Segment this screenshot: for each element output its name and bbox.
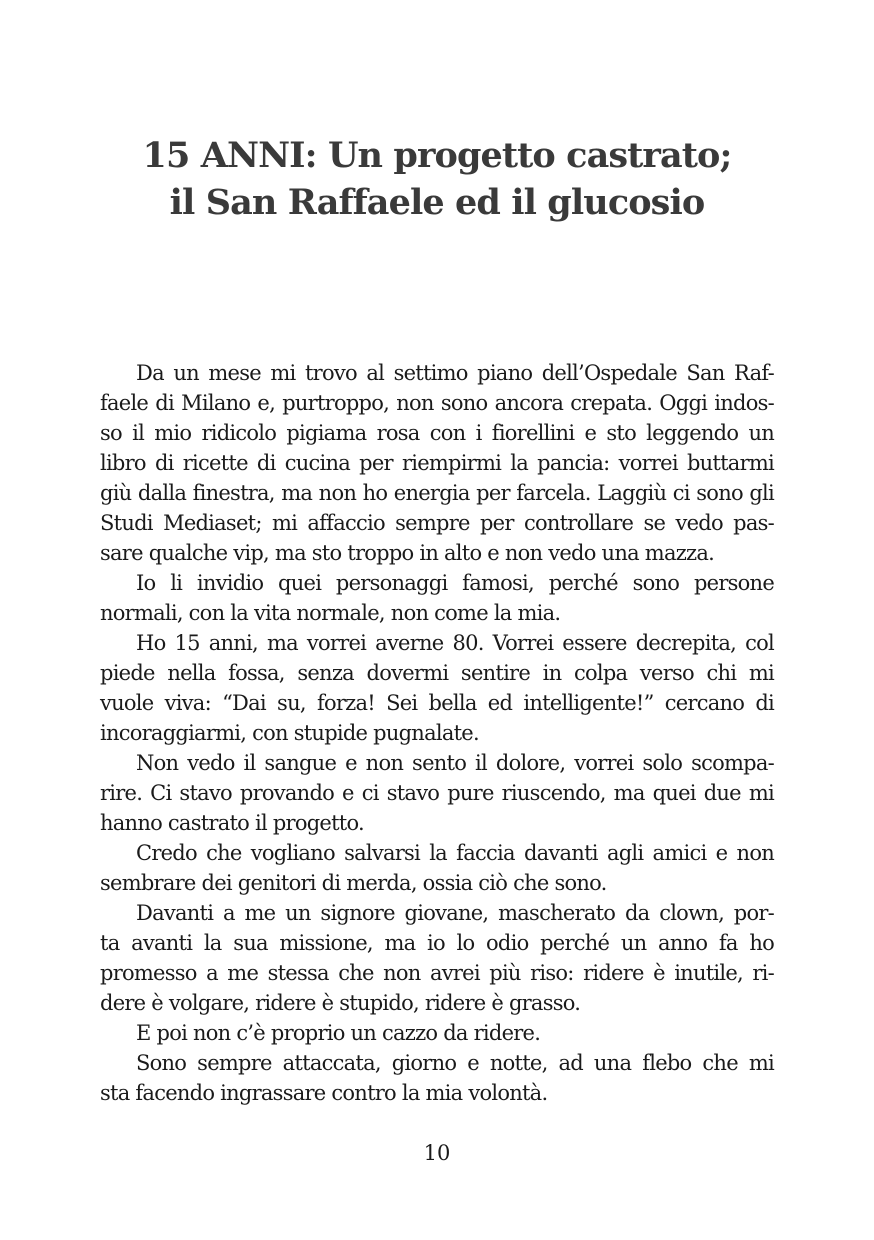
page-number: 10 xyxy=(423,1141,451,1165)
paragraph xyxy=(100,628,774,748)
text-line: Sono sempre attaccata, giorno e notte, ad una flebo che mi xyxy=(136,1051,774,1075)
chapter-title-line-2: il San Raffaele ed il glucosio xyxy=(169,182,705,223)
text-line: ta avanti la sua missione, ma io lo odio perché un anno fa ho xyxy=(100,931,774,955)
paragraph xyxy=(100,1048,774,1108)
text-line: giù dalla finestra, ma non ho energia per farcela. Laggiù ci sono gli xyxy=(100,481,774,505)
text-line: Non vedo il sangue e non sento il dolore, vorrei solo scompa- xyxy=(136,751,774,775)
text-line: Credo che vogliano salvarsi la faccia davanti agli amici e non xyxy=(136,841,774,865)
text-line: Da un mese mi trovo al settimo piano dell’Ospedale San Raf- xyxy=(136,361,774,385)
text-line: sare qualche vip, ma sto troppo in alto e non vedo una mazza. xyxy=(100,541,715,565)
text-line: promesso a me stessa che non avrei più riso: ridere è inutile, ri- xyxy=(100,961,774,985)
paragraph xyxy=(100,838,774,898)
text-line: dere è volgare, ridere è stupido, ridere è grasso. xyxy=(100,991,581,1015)
text-line: so il mio ridicolo pigiama rosa con i fiorellini e sto leggendo un xyxy=(100,421,774,445)
paragraph xyxy=(100,1018,774,1048)
text-line: sembrare dei genitori di merda, ossia ciò che sono. xyxy=(100,871,607,895)
text-line: sta facendo ingrassare contro la mia volontà. xyxy=(100,1081,548,1105)
text-line: Io li invidio quei personaggi famosi, perché sono persone xyxy=(136,571,774,595)
text-line: piede nella fossa, senza dovermi sentire in colpa verso chi mi xyxy=(100,661,774,685)
paragraph xyxy=(100,568,774,628)
chapter-title xyxy=(100,132,774,226)
text-line: Studi Mediaset; mi affaccio sempre per controllare se vedo pas- xyxy=(100,511,774,535)
text-line: Ho 15 anni, ma vorrei averne 80. Vorrei essere decrepita, col xyxy=(136,631,774,655)
text-line: hanno castrato il progetto. xyxy=(100,811,364,835)
paragraph xyxy=(100,898,774,1018)
text-line: normali, con la vita normale, non come la mia. xyxy=(100,601,561,625)
paragraph xyxy=(100,358,774,568)
text-line: Davanti a me un signore giovane, mascherato da clown, por- xyxy=(136,901,774,925)
body-text xyxy=(100,358,774,1108)
paragraph xyxy=(100,748,774,838)
text-line: rire. Ci stavo provando e ci stavo pure riuscendo, ma quei due mi xyxy=(100,781,774,805)
text-line: vuole viva: “Dai su, forza! Sei bella ed intelligente!” cercano di xyxy=(100,691,774,715)
text-line: libro di ricette di cucina per riempirmi la pancia: vorrei buttarmi xyxy=(100,451,774,475)
text-line: faele di Milano e, purtroppo, non sono ancora crepata. Oggi indos- xyxy=(100,391,774,415)
chapter-title-line-1: 15 ANNI: Un progetto castrato; xyxy=(142,135,732,176)
text-line: E poi non c’è proprio un cazzo da ridere. xyxy=(136,1021,541,1045)
text-line: incoraggiarmi, con stupide pugnalate. xyxy=(100,721,479,745)
